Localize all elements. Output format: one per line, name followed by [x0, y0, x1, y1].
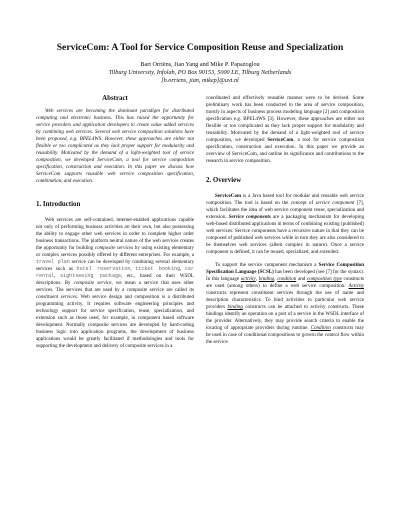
overview-paragraph-1: ServiceCom is a Java based tool for modular and reusable web service composition. The tool is based on the concept of service component [7], which facilitates the idea of web service component reuse, specialization and extension. Service components are a packaging mechanism for developing web-based distributed applications in terms of combining existing (published) web services. Service components have a recursive nature in that they can be composed of published web services while in turn they are also considered to be themselves web services (albeit complex in nature). Once a service component is defined, it can be reused, specialized, and extended. [206, 193, 364, 255]
abstract-heading: Abstract [102, 95, 128, 102]
introduction-paragraph: Web services are self-contained, internet-enabled applications capable not only of performing business activities on their own, but also possessing the ability to engage other web services in order to complete higher order business transactions. The platform neutral nature of the web services creates the opportunity for building composite services by using existing elementary or complex services possibly offered by different enterprises. For example, a travel plan service can be developed by combining several elementary services such as hotel reservation, ticket booking, car rental, sightseeing package, etc., based on their WSDL descriptions. By composite service, we mean a service that uses other services. The services that are used by a composite service are called its constituent services. Web service design and composition is a distributed programming activity. It requires software engineering principles and technology support for service specification, reuse, specialization, and extension such as those used, for example, in component based software development. Normally composite services are developed by hard-coding business logic into application programs, the development of business applications would be greatly facilitated if methodologies and tools for supporting the development and delivery of composite services in a [36, 217, 194, 349]
author-names: Bart Orriëns, Jian Yang and Mike P. Papazoglou [140, 61, 260, 68]
introduction-continued: coordinated and effectively reusable manner were to be devised. Some preliminary work has been conducted in the area of service composition, mostly in aspects of business process modeling language [2] and composition specification e.g. BPEL4WS [3]. However, these approaches are either not flexible or too complicated as they lack proper support for modularity and reusability. Motivated by the demand of a light-weighted tool of service composition, we developed ServiceCom, a tool for service composition specification, construction and execution. In this paper we provide an overview of ServiceCom, and outline its significance and contributions to the research in service composition. [206, 95, 364, 164]
author-emails: [b.orriens, jian, mikep]@uvt.nl [161, 77, 239, 84]
two-column-body [36, 95, 364, 356]
introduction-heading: 1. Introduction [36, 201, 81, 208]
paper-title: ServiceCom: A Tool for Service Composition Reuse and Specialization [56, 42, 344, 53]
left-column [36, 95, 194, 356]
affiliation: Tilburg University, Infolab, PO Box 90153, 5000 LE, Tilburg Netherlands [108, 69, 292, 76]
right-column [206, 95, 364, 356]
abstract-text: Web services are becoming the dominant paradigm for distributed computing and electronic business. This has raised the opportunity for service providers and application developers to create value added services by combining web services. Several web service composition solutions have been proposed, e.g. BPEL4WS. However, these approaches are either not flexible or too complicated as they lack proper support for modularity and reusability. Motivated by the demand of a light-weighted tool of service composition, we developed ServiceCom, a tool for service composition specification, construction and execution. In this paper we discuss how ServiceCom supports reusable web service composition specification, combination, and execution. [36, 108, 194, 184]
overview-paragraph-2: To support the service component mechanism a Service Composition Specification Language (SCSL) has been developed (see [7] for the syntax). In this language activity, binding, condition and composition type constructs are used (among others) to define a web service composition. Activity constructs represent constituent services through the use of name and description characteristics. To bind activities to particular web service providers binding constructs can be attached to activity constructs. These bindings identify an operation on a port of a service in the WSDL interface of the provider. Alternatively, they may provide search criteria to enable the locating of appropriate providers during runtime. Condition constructs may be used in case of conditional compositions to govern the control flow within the service [206, 262, 365, 345]
author-block [36, 61, 364, 85]
overview-heading: 2. Overview [206, 177, 242, 184]
